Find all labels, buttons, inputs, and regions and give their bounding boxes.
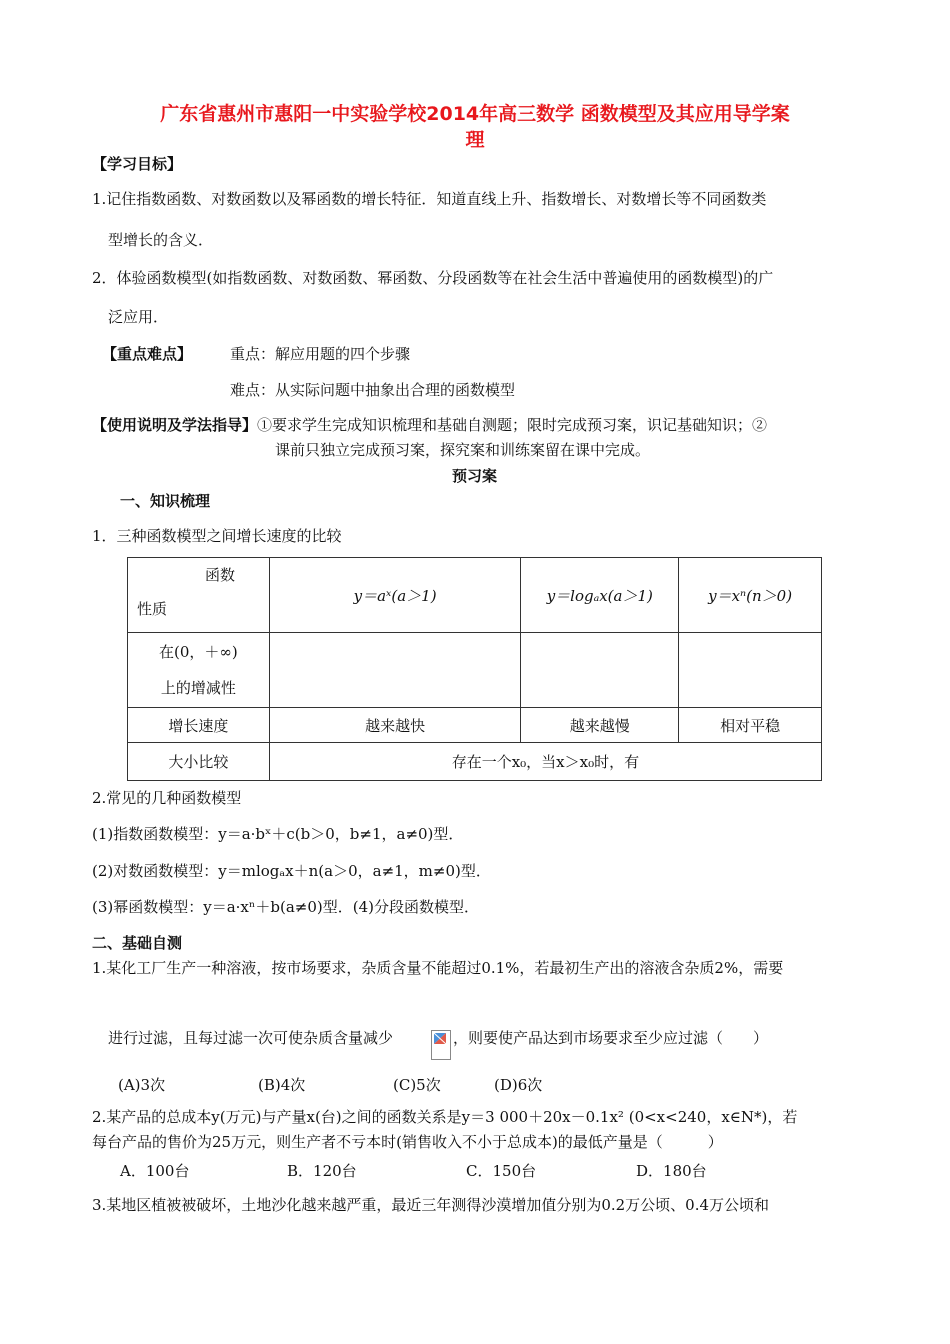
objective-1-line-1: 1.记住指数函数、对数函数以及幂函数的增长特征．知道直线上升、指数增长、对数增长等不同函数类 [92, 190, 767, 208]
header-logarithmic: y＝logₐx(a＞1) [521, 558, 679, 633]
question-1-line-2b: ，则要使产品达到市场要求至少应过滤（ ） [453, 1029, 769, 1047]
section-2-heading: 二、基础自测 [92, 934, 183, 952]
cell-empty [679, 633, 822, 708]
question-1-line-1: 1.某化工厂生产一种溶液，按市场要求，杂质含量不能超过0.1%，若最初生产出的溶液含杂质2%，需要 [92, 959, 784, 977]
usage-line-1 [92, 414, 767, 435]
objective-1-line-2: 型增长的含义． [108, 231, 214, 249]
row-compare-label: 大小比较 [128, 743, 270, 781]
usage-heading: 【使用说明及学法指导】 [92, 416, 258, 434]
objectives-heading: 【学习目标】 [92, 155, 183, 173]
row-monotonicity-label [128, 633, 270, 708]
q1-option-a: (A)3次 [118, 1076, 166, 1094]
q2-option-b: B．120台 [287, 1162, 357, 1180]
q1-option-c: (C)5次 [393, 1076, 441, 1094]
key-difficult-heading: 【重点难点】 [102, 345, 193, 363]
section-1-heading: 一、知识梳理 [120, 492, 211, 510]
preview-heading: 预习案 [452, 467, 498, 485]
growth-comparison-table [127, 557, 822, 781]
model-3: (3)幂函数模型：y＝a·xⁿ＋b(a≠0)型．(4)分段函数模型． [92, 898, 479, 916]
usage-line-2: 课前只独立完成预习案，探究案和训练案留在课中完成。 [275, 441, 651, 459]
q2-option-c: C．150台 [466, 1162, 537, 1180]
item-1: 1．三种函数模型之间增长速度的比较 [92, 527, 342, 545]
cell-empty [269, 633, 521, 708]
cell-growth-logarithmic: 越来越慢 [521, 708, 679, 743]
row-monotonicity-line-1: 在(0，＋∞) [159, 643, 238, 661]
key-point: 重点：解应用题的四个步骤 [230, 345, 411, 363]
row-monotonicity-line-2: 上的增减性 [160, 679, 236, 697]
model-2: (2)对数函数模型：y＝mlogₐx＋n(a＞0，a≠1，m≠0)型． [92, 862, 491, 880]
table-header-diagonal [128, 558, 270, 633]
q1-option-d: (D)6次 [494, 1076, 543, 1094]
item-2: 2.常见的几种函数模型 [92, 789, 242, 807]
title-line-1: 广东省惠州市惠阳一中实验学校2014年高三数学 函数模型及其应用导学案 [160, 103, 790, 125]
objective-2-line-2: 泛应用． [108, 308, 169, 326]
usage-text-1: ①要求学生完成知识梳理和基础自测题；限时完成预习案，识记基础知识；② [257, 416, 768, 434]
header-power: y＝xⁿ(n＞0) [679, 558, 822, 633]
question-3-line-1: 3.某地区植被被破坏，土地沙化越来越严重，最近三年测得沙漠增加值分别为0.2万公顷、0.4万公顷和 [92, 1196, 770, 1214]
title-line-2: 理 [465, 129, 485, 151]
objective-2-line-1: 2．体验函数模型(如指数函数、对数函数、幂函数、分段函数等在社会生活中普遍使用的函数模型)的广 [92, 269, 774, 287]
row-growth-label: 增长速度 [128, 708, 270, 743]
cell-growth-power: 相对平稳 [679, 708, 822, 743]
header-property-label: 性质 [137, 600, 168, 618]
model-1: (1)指数函数模型：y＝a·bˣ＋c(b＞0，b≠1，a≠0)型． [92, 825, 464, 843]
q2-option-a: A．100台 [120, 1162, 190, 1180]
difficult-point: 难点：从实际问题中抽象出合理的函数模型 [230, 381, 516, 399]
header-function-label: 函数 [205, 566, 236, 584]
fraction-image-icon [431, 1030, 451, 1060]
q1-option-b: (B)4次 [258, 1076, 306, 1094]
question-2-line-2: 每台产品的售价为25万元，则生产者不亏本时(销售收入不小于总成本)的最低产量是（ ） [92, 1133, 723, 1151]
header-exponential: y＝aˣ(a＞1) [269, 558, 521, 633]
cell-compare-value: 存在一个x₀，当x＞x₀时，有 [269, 743, 821, 781]
question-1-line-2a: 进行过滤，且每过滤一次可使杂质含量减少 [108, 1029, 394, 1047]
q2-option-d: D．180台 [636, 1162, 707, 1180]
cell-empty [521, 633, 679, 708]
question-2-line-1: 2.某产品的总成本y(万元)与产量x(台)之间的函数关系是y＝3 000＋20x－0.1x² (0<x<240，x∈N*)，若 [92, 1108, 798, 1126]
cell-growth-exponential: 越来越快 [269, 708, 521, 743]
